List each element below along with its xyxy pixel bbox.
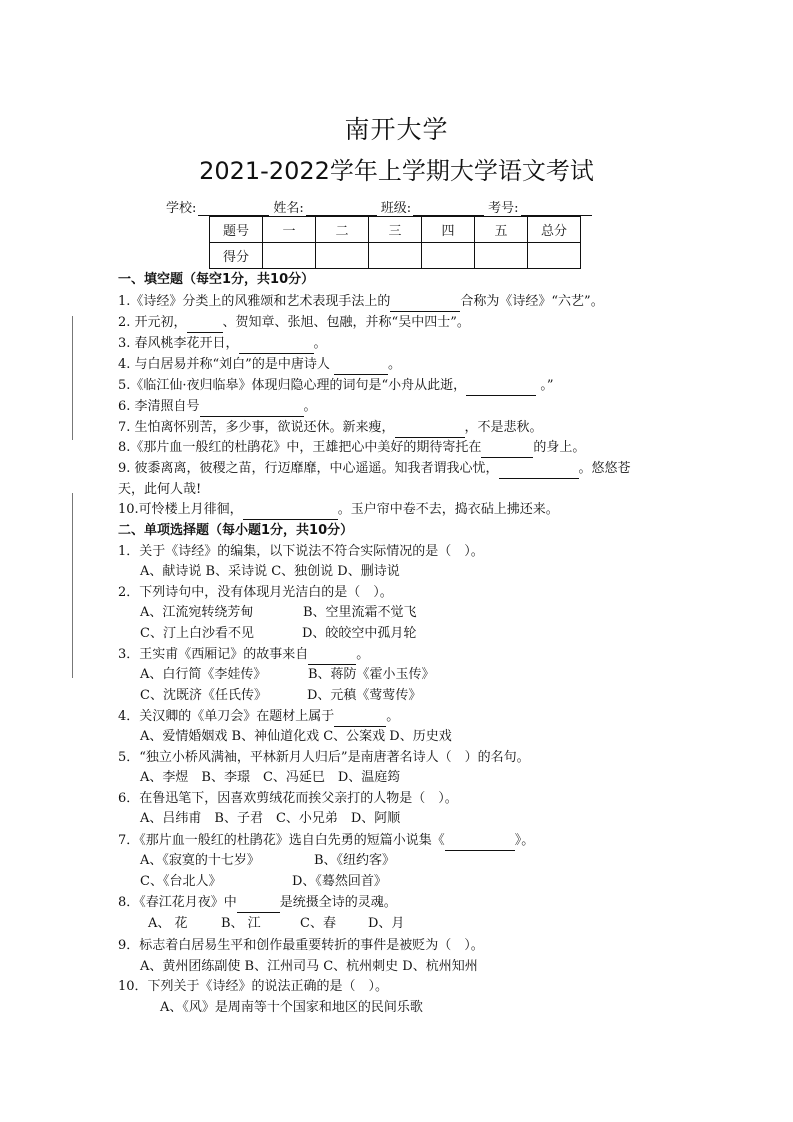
question-text: 4. 与白居易并称“刘白”的是中唐诗人 — [118, 357, 334, 372]
answer-blank[interactable] — [187, 318, 223, 333]
choice-options[interactable]: A、黄州团练副使 B、江州司马 C、杭州刺史 D、杭州知州 — [140, 959, 478, 974]
fill-question — [118, 313, 470, 333]
question-text: 1.《诗经》分类上的风雅颂和艺术表现手法上的 — [118, 294, 391, 309]
choice-options[interactable]: A、吕纬甫 B、子君 C、小兄弟 D、阿顺 — [140, 811, 401, 826]
choice-option-d[interactable]: D、元稹《莺莺传》 — [307, 688, 422, 703]
choice-option-d[interactable]: D、《蓦然回首》 — [292, 874, 387, 889]
choice-options[interactable]: A、献诗说 B、采诗说 C、独创说 D、删诗说 — [140, 564, 400, 579]
choice-option-b[interactable]: B、 江 — [221, 916, 261, 931]
exam-number-label: 考号: — [488, 201, 519, 216]
exam-number-field[interactable] — [521, 201, 592, 216]
choice-question-stem — [118, 645, 369, 665]
answer-blank[interactable] — [237, 898, 280, 913]
choice-option-c[interactable]: C、汀上白沙看不见 — [140, 626, 254, 641]
question-text: 的身上。 — [533, 440, 586, 455]
fill-question — [118, 500, 559, 520]
question-text: 。 — [313, 336, 327, 351]
choice-option-d[interactable]: D、月 — [368, 916, 405, 931]
choice-option-b[interactable]: B、蒋防《霍小玉传》 — [308, 667, 435, 682]
score-cell-total[interactable] — [528, 243, 581, 269]
exam-title: 2021-2022学年上学期大学语文考试 — [199, 157, 594, 185]
choice-option-a[interactable]: A、江流宛转绕芳甸 — [140, 605, 254, 620]
answer-blank[interactable] — [390, 297, 460, 312]
choice-options[interactable]: A、爱情婚姻戏 B、神仙道化戏 C、公案戏 D、历史戏 — [140, 729, 452, 744]
choice-question-stem: 6．在鲁迅笔下，因喜欢剪绒花而挨父亲打的人物是（ ）。 — [118, 791, 458, 806]
score-cell-3[interactable] — [369, 243, 422, 269]
question-text: 、贺知章、张旭、包融，并称“吴中四士”。 — [222, 315, 470, 330]
choice-question-stem: 9．标志着白居易生平和创作最重要转折的事件是被贬为（ ）。 — [118, 938, 484, 953]
answer-blank[interactable] — [445, 836, 515, 851]
choice-question-stem — [118, 831, 534, 851]
fill-question — [118, 376, 553, 396]
question-text: 7．《那片血一般红的杜鹃花》选自白先勇的短篇小说集《 — [118, 833, 445, 848]
choice-option-a[interactable]: A、白行简《李娃传》 — [140, 667, 267, 682]
name-field[interactable] — [306, 201, 377, 216]
fill-question — [118, 334, 327, 354]
question-text: ，不是悲秋。 — [464, 420, 543, 435]
margin-line — [72, 493, 73, 678]
choice-option-a[interactable]: A、《寂寞的十七岁》 — [140, 853, 260, 868]
score-table-cell: 二 — [316, 217, 369, 243]
answer-blank[interactable] — [334, 360, 388, 375]
margin-line — [72, 316, 73, 440]
student-info-row — [166, 197, 596, 216]
score-table-cell: 三 — [369, 217, 422, 243]
score-cell-2[interactable] — [316, 243, 369, 269]
score-cell-4[interactable] — [422, 243, 475, 269]
question-text: 4．关汉卿的《单刀会》在题材上属于 — [118, 709, 335, 724]
name-label: 姓名: — [273, 201, 304, 216]
choice-question-stem: 10．下列关于《诗经》的说法正确的是（ ）。 — [118, 979, 389, 994]
score-table-cell: 五 — [475, 217, 528, 243]
fill-question — [118, 397, 317, 417]
choice-question-stem — [118, 893, 397, 913]
question-text: 。 — [387, 357, 401, 372]
answer-blank[interactable] — [395, 423, 465, 438]
question-text: 2. 开元初， — [118, 315, 187, 330]
choice-option-b[interactable]: B、《纽约客》 — [314, 853, 396, 868]
choice-option-c[interactable]: C、春 — [300, 916, 336, 931]
section-heading: 二、单项选择题（每小题1分，共10分） — [118, 523, 354, 538]
choice-option-c[interactable]: C、《台北人》 — [140, 874, 222, 889]
question-text: 10.可怜楼上月徘徊， — [118, 502, 243, 517]
question-text: 3．王实甫《西厢记》的故事来自 — [118, 647, 309, 662]
fill-question — [118, 292, 604, 312]
class-label: 班级: — [380, 201, 412, 216]
choice-option-b[interactable]: B、空里流霜不觉飞 — [303, 605, 417, 620]
answer-blank[interactable] — [499, 464, 579, 479]
choice-option-a[interactable]: A、《风》是周南等十个国家和地区的民间乐歌 — [160, 1000, 423, 1015]
question-text: 7. 生怕离怀别苦，多少事，欲说还休。新来瘦， — [118, 420, 395, 435]
choice-question-stem — [118, 707, 399, 727]
question-text: 8．《春江花月夜》中 — [118, 895, 237, 910]
score-table-cell: 总分 — [528, 217, 581, 243]
answer-blank[interactable] — [200, 402, 304, 417]
university-title: 南开大学 — [344, 115, 449, 144]
fill-question — [118, 459, 631, 479]
question-text: 是统摄全诗的灵魂。 — [279, 895, 397, 910]
fill-question — [118, 418, 543, 438]
choice-question-stem: 2．下列诗句中，没有体现月光洁白的是（ ）。 — [118, 585, 393, 600]
answer-blank[interactable] — [308, 650, 356, 665]
question-text: 。玉户帘中卷不去，捣衣砧上拂还来。 — [337, 502, 559, 517]
fill-question-continuation: 天，此何人哉! — [118, 482, 202, 497]
answer-blank[interactable] — [243, 505, 338, 520]
question-text: 3. 春风桃李花开日， — [118, 336, 239, 351]
question-text: 》。 — [514, 833, 535, 848]
choice-option-c[interactable]: C、沈既济《任氏传》 — [140, 688, 267, 703]
question-text: 6. 李清照自号 — [118, 399, 200, 414]
score-table-cell: 得分 — [210, 243, 263, 269]
class-field[interactable] — [413, 201, 484, 216]
score-table — [209, 216, 581, 269]
question-text: 9. 彼黍离离，彼稷之苗，行迈靡靡，中心遥遥。知我者谓我心忧， — [118, 461, 499, 476]
section-heading: 一、填空题（每空1分，共10分） — [118, 272, 315, 287]
score-table-cell: 四 — [422, 217, 475, 243]
choice-option-a[interactable]: A、 花 — [148, 916, 188, 931]
choice-options[interactable]: A、李煜 B、李璟 C、冯延巳 D、温庭筠 — [140, 770, 401, 785]
score-table-cell: 题号 — [210, 217, 263, 243]
answer-blank[interactable] — [334, 712, 386, 727]
score-table-cell: 一 — [263, 217, 316, 243]
answer-blank[interactable] — [239, 339, 314, 354]
question-text: 。 — [303, 399, 317, 414]
question-text: 8.《那片血一般红的杜鹃花》中，王雄把心中美好的期待寄托在 — [118, 440, 482, 455]
score-cell-5[interactable] — [475, 243, 528, 269]
answer-blank[interactable] — [466, 381, 536, 396]
question-text: 。 — [356, 647, 370, 662]
question-text: 5.《临江仙·夜归临皋》体现归隐心理的词句是“小舟从此逝， — [118, 378, 467, 393]
answer-blank[interactable] — [481, 443, 533, 458]
score-table-score-row — [210, 243, 581, 269]
question-text: 。” — [536, 378, 554, 393]
school-label: 学校: — [166, 201, 197, 216]
fill-question — [118, 355, 401, 375]
choice-option-d[interactable]: D、皎皎空中孤月轮 — [302, 626, 417, 641]
choice-question-stem: 5．“独立小桥风满袖，平林新月人归后”是南唐著名诗人（ ）的名句。 — [118, 750, 530, 765]
question-text: 合称为《诗经》“六艺”。 — [460, 294, 604, 309]
fill-question — [118, 438, 585, 458]
question-text: 。 — [386, 709, 400, 724]
school-field[interactable] — [198, 201, 269, 216]
question-text: 。悠悠苍 — [578, 461, 631, 476]
score-cell-1[interactable] — [263, 243, 316, 269]
score-table-header-row — [210, 217, 581, 243]
choice-question-stem: 1．关于《诗经》的编集，以下说法不符合实际情况的是（ ）。 — [118, 544, 484, 559]
